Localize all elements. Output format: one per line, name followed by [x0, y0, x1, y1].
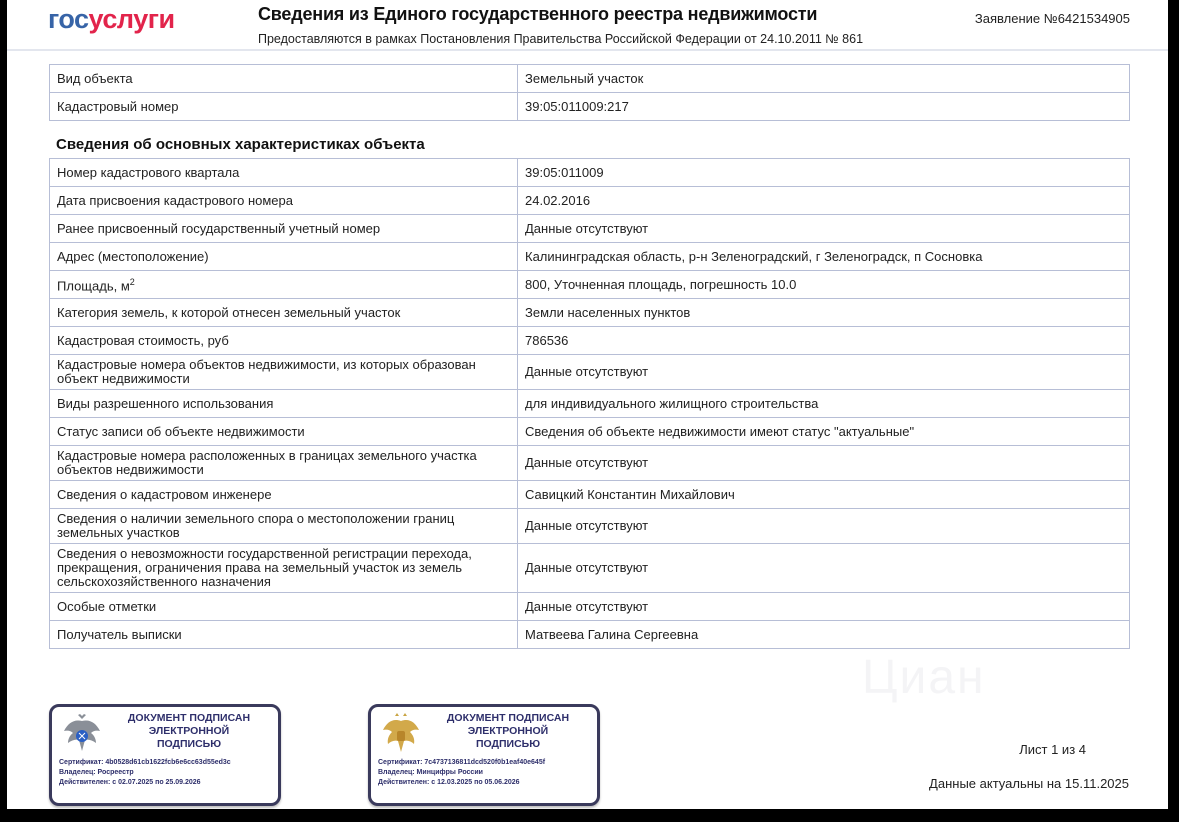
- row-value: 39:05:011009: [518, 159, 1130, 187]
- row-label: Сведения о наличии земельного спора о местоположении границ земельных участков: [50, 509, 518, 544]
- rosreestr-eagle-icon: [62, 713, 102, 755]
- table-row: [50, 621, 1130, 649]
- row-label: Кадастровая стоимость, руб: [50, 327, 518, 355]
- signature-stamp-mintsifry: [368, 704, 600, 806]
- row-value: для индивидуального жилищного строительства: [518, 390, 1130, 418]
- table-row: [50, 355, 1130, 390]
- row-label: Статус записи об объекте недвижимости: [50, 418, 518, 446]
- watermark: Циан: [862, 651, 986, 704]
- logo-part-uslugi: услуги: [88, 4, 175, 34]
- stamp-certificate: Сертификат: 7c4737136811dcd520f0b1eaf40e645f: [378, 759, 546, 766]
- row-value: Сведения об объекте недвижимости имеют статус "актуальные": [518, 418, 1130, 446]
- stamp-title-line: ДОКУМЕНТ ПОДПИСАН: [127, 712, 251, 724]
- table-row: [50, 187, 1130, 215]
- signature-stamp-rosreestr: [49, 704, 281, 806]
- stamp-owner: Владелец: Росреестр: [59, 769, 134, 776]
- row-value: 800, Уточненная площадь, погрешность 10.0: [518, 271, 1130, 299]
- row-value: Данные отсутствуют: [518, 215, 1130, 243]
- table-row: [50, 481, 1130, 509]
- row-label: Кадастровые номера объектов недвижимости, из которых образован объект недвижимости: [50, 355, 518, 390]
- row-value: Савицкий Константин Михайлович: [518, 481, 1130, 509]
- row-label: Виды разрешенного использования: [50, 390, 518, 418]
- stamp-owner: Владелец: Минцифры России: [378, 769, 483, 776]
- table-row: [50, 65, 1130, 93]
- row-label: Адрес (местоположение): [50, 243, 518, 271]
- logo-part-gos: гос: [48, 4, 89, 34]
- table-row: [50, 271, 1130, 299]
- row-label: Сведения о кадастровом инженере: [50, 481, 518, 509]
- stamp-title: [423, 712, 593, 751]
- stamp-title-line: ПОДПИСЬЮ: [156, 738, 222, 750]
- document-page: [7, 0, 1168, 809]
- row-label: Дата присвоения кадастрового номера: [50, 187, 518, 215]
- table-row: [50, 243, 1130, 271]
- table-row: [50, 299, 1130, 327]
- table-row: [50, 215, 1130, 243]
- row-value: 39:05:011009:217: [518, 93, 1130, 121]
- row-value: Данные отсутствуют: [518, 544, 1130, 593]
- row-label: Номер кадастрового квартала: [50, 159, 518, 187]
- row-label: Категория земель, к которой отнесен земельный участок: [50, 299, 518, 327]
- document-header: [7, 0, 1168, 51]
- table-row: [50, 509, 1130, 544]
- row-value: Земельный участок: [518, 65, 1130, 93]
- stamp-title-line: ЭЛЕКТРОННОЙ: [467, 725, 549, 737]
- row-value: Данные отсутствуют: [518, 446, 1130, 481]
- stamp-certificate: Сертификат: 4b0528d61cb1622fcb6e6cc63d55ed3c: [59, 759, 231, 766]
- row-label: Кадастровый номер: [50, 93, 518, 121]
- area-label: Площадь, м: [57, 278, 130, 294]
- stamp-title: [104, 712, 274, 751]
- table-row: [50, 327, 1130, 355]
- stamp-title-line: ДОКУМЕНТ ПОДПИСАН: [446, 712, 570, 724]
- table-row: [50, 418, 1130, 446]
- object-table: [49, 64, 1130, 121]
- area-unit-superscript: 2: [129, 277, 135, 288]
- row-value: Данные отсутствуют: [518, 355, 1130, 390]
- row-label: [50, 271, 518, 299]
- table-row: [50, 593, 1130, 621]
- stamp-validity: Действителен: с 12.03.2025 по 05.06.2026: [378, 779, 520, 786]
- table-row: [50, 93, 1130, 121]
- row-value: 24.02.2016: [518, 187, 1130, 215]
- document-title: Сведения из Единого государственного реестра недвижимости: [258, 4, 818, 24]
- table-row: [50, 159, 1130, 187]
- stamp-info: [59, 758, 231, 788]
- row-value: Данные отсутствуют: [518, 593, 1130, 621]
- row-value: Земли населенных пунктов: [518, 299, 1130, 327]
- application-number: Заявление №6421534905: [974, 11, 1130, 26]
- stamp-title-line: ПОДПИСЬЮ: [475, 738, 541, 750]
- data-actual-date: Данные актуальны на 15.11.2025: [929, 776, 1129, 791]
- table-row: [50, 544, 1130, 593]
- sheet-counter: Лист 1 из 4: [1019, 742, 1086, 757]
- row-value: Калининградская область, р-н Зеленоградский, г Зеленоградск, п Сосновка: [518, 243, 1130, 271]
- row-value: Данные отсутствуют: [518, 509, 1130, 544]
- row-value: 786536: [518, 327, 1130, 355]
- row-label: Сведения о невозможности государственной регистрации перехода, прекращения, ограничения права на земельный участок из земель сельскохозяйственного назначения: [50, 544, 518, 593]
- gosuslugi-logo: [48, 4, 175, 35]
- characteristics-table: [49, 158, 1130, 649]
- stamp-info: [378, 758, 545, 788]
- stamp-validity: Действителен: с 02.07.2025 по 25.09.2026: [59, 779, 201, 786]
- section-title: Сведения об основных характеристиках объекта: [56, 136, 425, 153]
- row-label: Кадастровые номера расположенных в границах земельного участка объектов недвижимости: [50, 446, 518, 481]
- table-row: [50, 446, 1130, 481]
- row-label: Вид объекта: [50, 65, 518, 93]
- table-row: [50, 390, 1130, 418]
- stamp-title-line: ЭЛЕКТРОННОЙ: [148, 725, 230, 737]
- row-label: Получатель выписки: [50, 621, 518, 649]
- document-subtitle: Предоставляются в рамках Постановления Правительства Российской Федерации от 24.10.2011 № 861: [258, 32, 864, 46]
- row-label: Ранее присвоенный государственный учетный номер: [50, 215, 518, 243]
- russia-coat-of-arms-icon: [381, 713, 421, 755]
- row-value: Матвеева Галина Сергеевна: [518, 621, 1130, 649]
- row-label: Особые отметки: [50, 593, 518, 621]
